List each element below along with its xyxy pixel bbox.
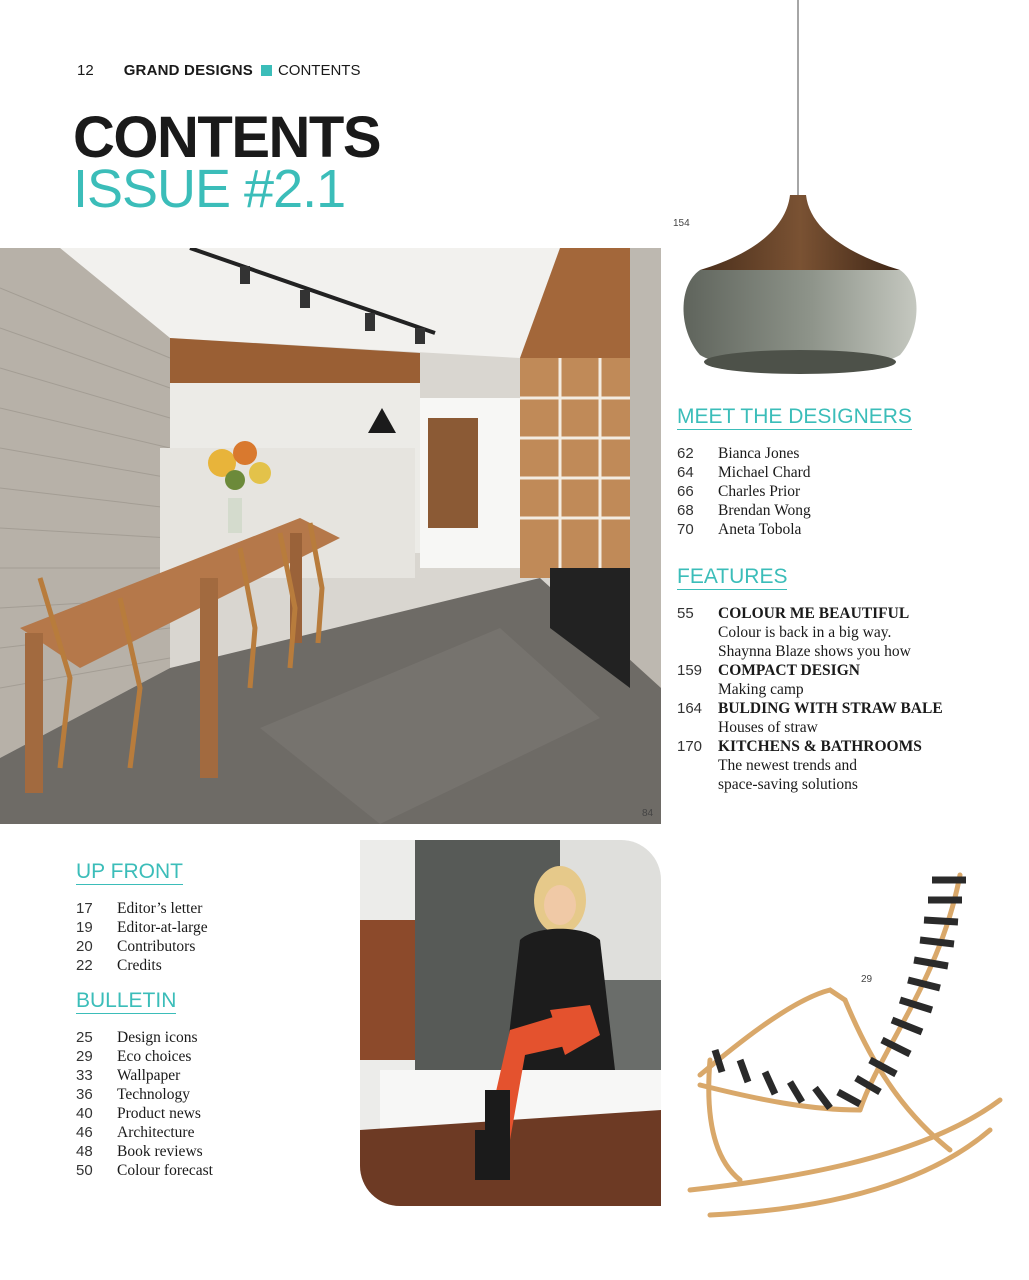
bulletin-list (76, 1028, 336, 1180)
list-item[interactable]: 25 Design icons (76, 1029, 198, 1046)
up-front-heading: UP FRONT (76, 860, 183, 883)
meet-designers-heading: MEET THE DESIGNERS (677, 405, 912, 428)
list-item[interactable]: 70 Aneta Tobola (677, 521, 802, 538)
list-item[interactable]: 19 Editor-at-large (76, 919, 208, 936)
list-item[interactable]: 33 Wallpaper (76, 1067, 181, 1084)
list-item[interactable]: 159 COMPACT DESIGN Making camp (677, 662, 860, 698)
section-square-icon (261, 65, 272, 76)
pendant-lamp-image (660, 0, 940, 390)
page-number: 12 (77, 62, 94, 79)
meet-designers-list (677, 444, 1007, 539)
list-item[interactable]: 46 Architecture (76, 1124, 195, 1141)
designer-portrait-image (360, 840, 661, 1206)
dining-caption: 84 (642, 808, 654, 819)
list-item[interactable]: 170 KITCHENS & BATHROOMS The newest trends and space-saving solutions (677, 738, 922, 793)
list-item[interactable]: 29 Eco choices (76, 1048, 192, 1065)
list-item[interactable]: 68 Brendan Wong (677, 502, 811, 519)
bulletin-heading: BULLETIN (76, 989, 177, 1012)
list-item[interactable]: 17 Editor’s letter (76, 900, 203, 917)
list-item[interactable]: 66 Charles Prior (677, 483, 801, 500)
list-item[interactable]: 20 Contributors (76, 938, 196, 955)
list-item[interactable]: 55 COLOUR ME BEAUTIFUL Colour is back in a big way. Shaynna Blaze shows you how (677, 605, 911, 660)
list-item[interactable]: 48 Book reviews (76, 1143, 203, 1160)
section-name: CONTENTS (277, 62, 361, 79)
rocking-chair-image (670, 860, 1015, 1250)
features-heading: FEATURES (677, 565, 788, 588)
list-item[interactable]: 62 Bianca Jones (677, 445, 800, 462)
list-item[interactable]: 50 Colour forecast (76, 1162, 213, 1179)
list-item[interactable]: 164 BULDING WITH STRAW BALE Houses of straw (677, 700, 943, 736)
lamp-caption: 154 (673, 218, 690, 229)
list-item[interactable]: 36 Technology (76, 1086, 190, 1103)
issue-number: ISSUE #2.1 (73, 159, 346, 219)
page-title: CONTENTS (73, 105, 380, 170)
chair-caption: 29 (861, 974, 873, 985)
brand-name: GRAND DESIGNS (123, 62, 253, 79)
list-item[interactable]: 22 Credits (76, 957, 162, 974)
list-item[interactable]: 64 Michael Chard (677, 464, 811, 481)
running-header (77, 62, 360, 79)
up-front-list (76, 899, 336, 975)
list-item[interactable]: 40 Product news (76, 1105, 201, 1122)
features-list (677, 604, 1017, 794)
dining-room-image (0, 248, 661, 824)
